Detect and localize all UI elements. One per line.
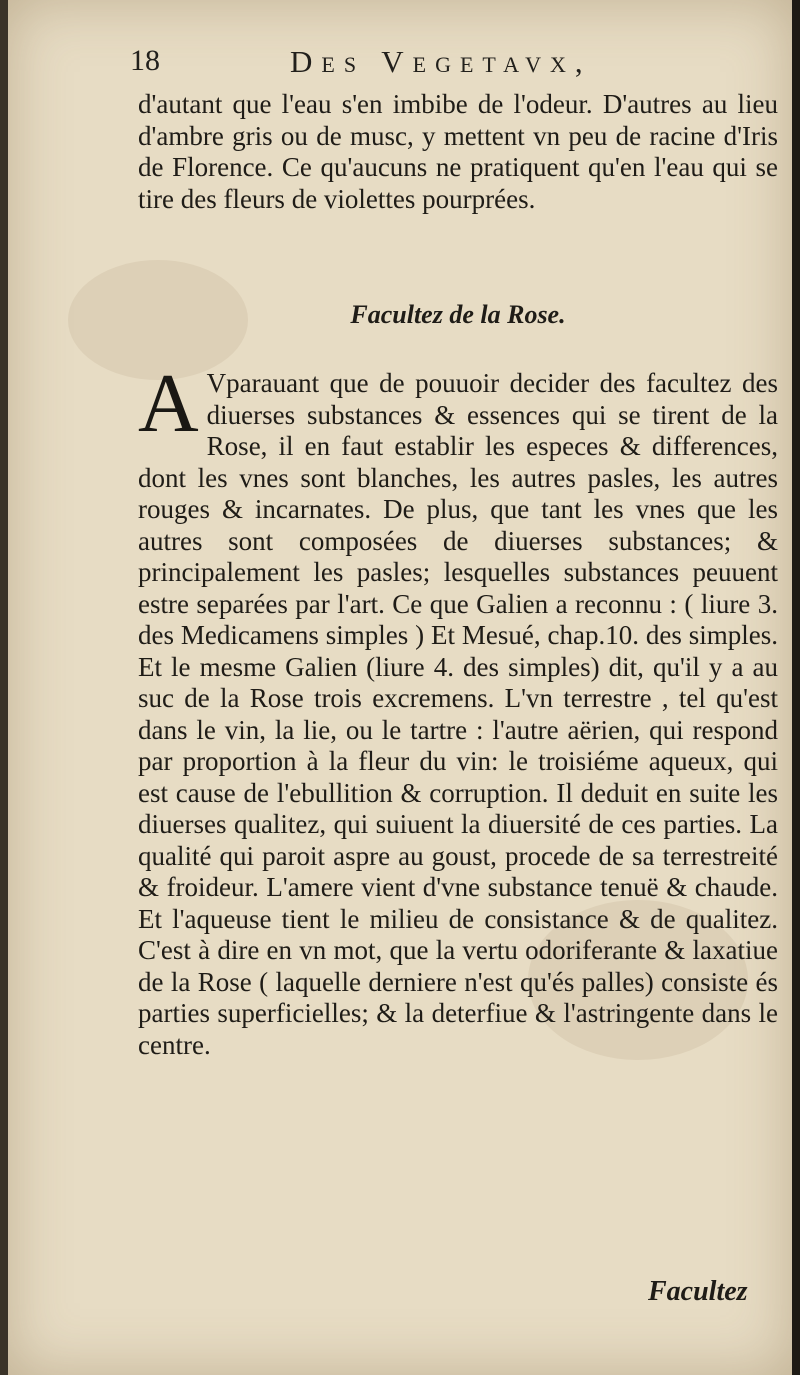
running-header bbox=[130, 44, 770, 88]
catchword: Facultez bbox=[648, 1276, 748, 1307]
paragraph-main-text: Vparauant que de pouuoir decider des facultez des diuerses substances & essences qui se tirent de la Rose, il en faut establir les especes & differences, dont les vnes sont blanches, les autres pasles, les autres rouges & incarnates. De plus, que tant les vnes que les autres sont composées de diuerses substances; & principalement les pasles; lesquelles substances peuuent estre separées par l'art. Ce que Galien a reconnu : ( liure 3. des Medicamens simples ) Et Mesué, chap.10. des simples. Et le mesme Galien (liure 4. des simples) dit, qu'il y a au suc de la Rose trois excremens. L'vn terrestre , tel qu'est dans le vin, la lie, ou le tartre : l'autre aërien, qui respond par proportion à la fleur du vin: le troisiéme aqueux, qui est cause de l'ebullition & corruption. Il deduit en suite les diuerses qualitez, qui suiuent la diuersité de ces parties. La qualité qui paroit aspre au goust, procede de sa terrestreité & froideur. L'amere vient d'vne substance tenuë & chaude. Et l'aqueuse tient le milieu de consistance & de qualitez. C'est à dire en vn mot, que la vertu odoriferante & laxatiue de la Rose ( laquelle derniere n'est qu'és palles) consiste és parties superficielles; & la deterfiue & l'astringente dans le centre. bbox=[138, 368, 778, 1060]
paragraph-continuation: d'autant que l'eau s'en imbibe de l'odeur. D'autres au lieu d'ambre gris ou de musc, y mettent vn peu de racine d'Iris de Florence. Ce qu'aucuns ne pratiquent qu'en l'eau qui se tire des fleurs de violettes pourprées. bbox=[138, 89, 778, 214]
drop-cap: A bbox=[138, 357, 199, 450]
book-page bbox=[8, 0, 792, 1375]
paragraph-main bbox=[138, 357, 778, 1061]
section-heading: Facultez de la Rose. bbox=[350, 300, 566, 329]
page-edge bbox=[792, 0, 800, 1375]
page-number: 18 bbox=[130, 44, 160, 77]
running-title: Des Vegetavx, bbox=[290, 44, 592, 79]
